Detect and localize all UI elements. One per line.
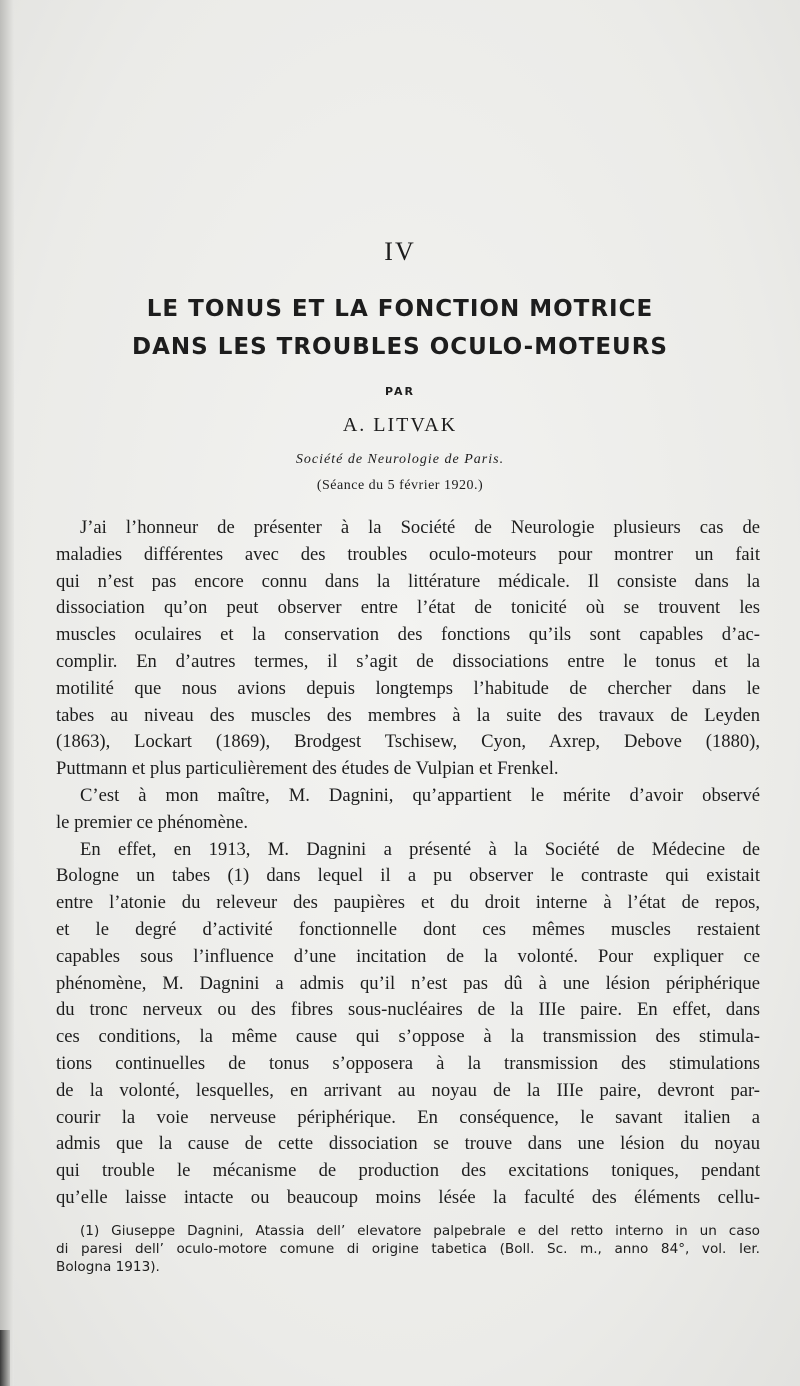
body-line: motilité que nous avions depuis longtemps l’habitude de chercher dans le [56,677,760,699]
body-line: le premier ce phénomène. [56,811,249,833]
chapter-numeral: IV [384,237,416,266]
session-date: (Séance du 5 février 1920.) [316,478,484,493]
body-line: de la volonté, lesquelles, en arrivant au noyau de la IIIe paire, devront par- [56,1079,760,1101]
body-line: dissociation qu’on peut observer entre l’état de tonicité où se trouvent les [56,597,760,619]
page-spine-shadow [0,0,14,1386]
article-title-line-1: LE TONUS ET LA FONCTION MOTRICE [146,296,654,322]
article-title-line-2: DANS LES TROUBLES OCULO-MOTEURS [131,334,668,360]
body-line: admis que la cause de cette dissociation se trouve dans une lésion du noyau [56,1133,760,1155]
body-line: ces conditions, la même cause qui s’oppose à la transmission des stimula- [56,1026,760,1048]
page-corner-shadow [0,1330,10,1386]
society-name: Société de Neurologie de Paris. [295,452,505,467]
body-line: qui n’est pas encore connu dans la littérature médicale. Il consiste dans la [56,570,760,592]
body-line: Puttmann et plus particulièrement des études de Vulpian et Frenkel. [56,758,559,780]
body-line: et le degré d’activité fonctionnelle dont ces mêmes muscles restaient [56,918,760,940]
body-line: J’ai l’honneur de présenter à la Société de Neurologie plusieurs cas de [80,517,760,538]
body-line: phénomène, M. Dagnini a admis qu’il n’est pas dû à une lésion périphérique [56,972,760,994]
footnote-line: (1) Giuseppe Dagnini, Atassia dell’ elevatore palpebrale e del retto interno in un caso [80,1223,760,1239]
body-line: capables sous l’influence d’une incitation de la volonté. Pour expliquer ce [56,945,760,967]
body-line: qu’elle laisse intacte ou beaucoup moins lésée la faculté des éléments cellu- [56,1186,760,1208]
body-line: complir. En d’autres termes, il s’agit de dissociations entre le tonus et la [56,650,760,672]
body-line: tabes au niveau des muscles des membres à la suite des travaux de Leyden [56,704,760,726]
footnote-line: di paresi dell’ oculo-motore comune di origine tabetica (Boll. Sc. m., anno 84°, vol. Ier. [56,1241,760,1257]
author-name: A. LITVAK [342,414,458,436]
body-line: du tronc nerveux ou des fibres sous-nucléaires de la IIIe paire. En effet, dans [56,999,760,1021]
body-line: muscles oculaires et la conservation des fonctions qu’ils sont capables d’ac- [56,624,760,646]
body-line: En effet, en 1913, M. Dagnini a présenté à la Société de Médecine de [80,838,760,860]
body-line: Bologne un tabes (1) dans lequel il a pu observer le contraste qui existait [56,865,760,887]
body-line: entre l’atonie du releveur des paupières et du droit interne à l’état de repos, [56,892,760,914]
footnote-line: Bologna 1913). [56,1259,160,1275]
body-line: maladies différentes avec des troubles oculo-moteurs pour montrer un fait [56,543,760,565]
body-line: courir la voie nerveuse périphérique. En conséquence, le savant italien a [56,1106,760,1128]
article-body [56,515,760,1212]
footnote [56,1222,760,1276]
body-line: qui trouble le mécanisme de production des excitations toniques, pendant [56,1160,760,1182]
by-label: PAR [384,385,416,398]
body-line: (1863), Lockart (1869), Brodgest Tschisew, Cyon, Axrep, Debove (1880), [56,731,760,753]
body-line: C’est à mon maître, M. Dagnini, qu’appartient le mérite d’avoir observé [80,784,760,806]
body-line: tions continuelles de tonus s’opposera à la transmission des stimulations [56,1052,760,1074]
